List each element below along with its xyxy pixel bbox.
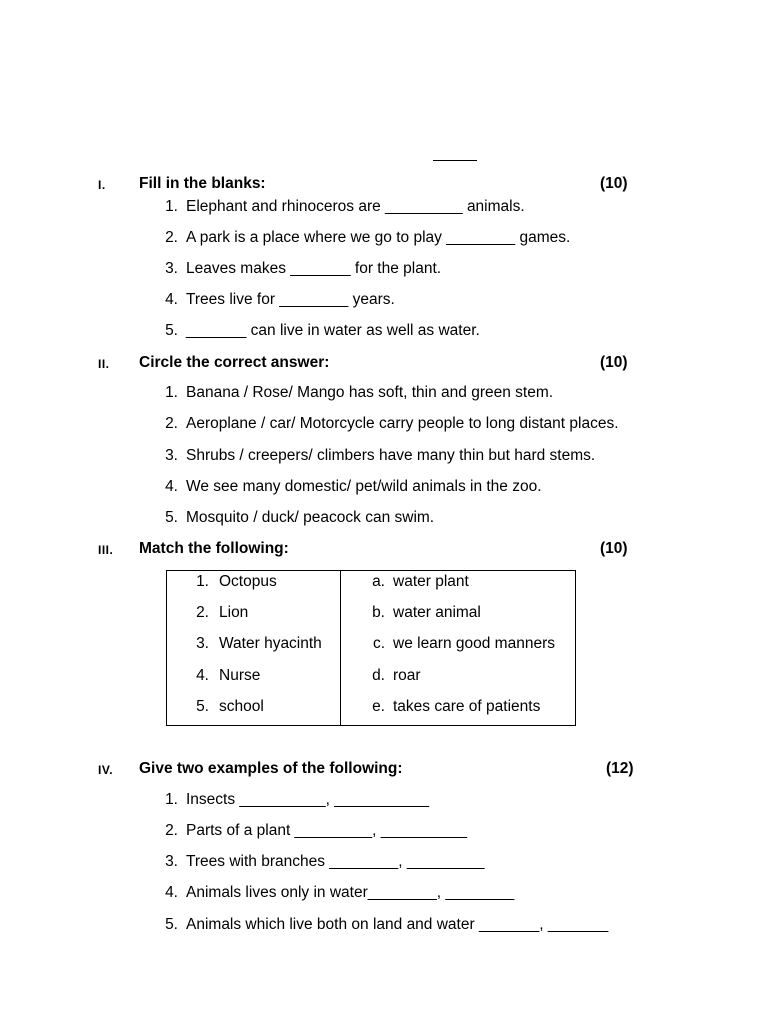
- question-number: 3.: [165, 853, 178, 870]
- header-blank-line: [433, 160, 477, 161]
- left-number: 1.: [196, 573, 209, 590]
- question-item: [0, 884, 768, 906]
- question-item: [0, 415, 768, 437]
- question-number: 4.: [165, 291, 178, 308]
- question-text: Animals lives only in water________, ________: [186, 884, 515, 901]
- right-term: water animal: [393, 604, 481, 621]
- section-numeral: III.: [98, 543, 114, 557]
- question-number: 3.: [165, 260, 178, 277]
- section-marks: (10): [600, 354, 628, 371]
- question-item: [0, 322, 768, 344]
- question-number: 5.: [165, 322, 178, 339]
- question-number: 5.: [165, 916, 178, 933]
- question-item: [0, 229, 768, 251]
- question-item: [0, 791, 768, 813]
- left-number: 3.: [196, 635, 209, 652]
- right-term: water plant: [393, 573, 469, 590]
- match-row: [167, 604, 575, 626]
- section-title: Give two examples of the following:: [139, 760, 403, 777]
- question-item: [0, 822, 768, 844]
- question-item: [0, 853, 768, 875]
- match-row: [167, 573, 575, 595]
- right-term: roar: [393, 667, 421, 684]
- question-text: We see many domestic/ pet/wild animals in the zoo.: [186, 478, 542, 495]
- section-1-heading: [0, 175, 768, 197]
- question-number: 2.: [165, 822, 178, 839]
- section-numeral: I.: [98, 178, 106, 192]
- question-number: 4.: [165, 478, 178, 495]
- left-term: Lion: [219, 604, 249, 621]
- question-number: 2.: [165, 415, 178, 432]
- question-text: Elephant and rhinoceros are _________ animals.: [186, 198, 525, 215]
- section-numeral: IV.: [98, 763, 114, 777]
- match-row: [167, 698, 575, 720]
- question-number: 3.: [165, 447, 178, 464]
- right-term: takes care of patients: [393, 698, 541, 715]
- section-marks: (10): [600, 175, 628, 192]
- left-term: Octopus: [219, 573, 277, 590]
- question-text: Parts of a plant _________, __________: [186, 822, 467, 839]
- question-text: Trees live for ________ years.: [186, 291, 395, 308]
- left-term: Water hyacinth: [219, 635, 322, 652]
- question-text: Aeroplane / car/ Motorcycle carry people to long distant places.: [186, 415, 619, 432]
- right-letter: b.: [372, 604, 385, 621]
- question-item: [0, 916, 768, 938]
- question-number: 1.: [165, 198, 178, 215]
- section-marks: (10): [600, 540, 628, 557]
- question-number: 5.: [165, 509, 178, 526]
- question-item: [0, 509, 768, 531]
- left-number: 5.: [196, 698, 209, 715]
- question-text: Banana / Rose/ Mango has soft, thin and green stem.: [186, 384, 554, 401]
- question-item: [0, 198, 768, 220]
- section-numeral: II.: [98, 357, 110, 371]
- question-text: Trees with branches ________, _________: [186, 853, 485, 870]
- left-number: 4.: [196, 667, 209, 684]
- question-number: 1.: [165, 791, 178, 808]
- right-letter: e.: [372, 698, 385, 715]
- right-letter: a.: [372, 573, 385, 590]
- question-text: Insects __________, ___________: [186, 791, 430, 808]
- right-term: we learn good manners: [393, 635, 555, 652]
- section-4-heading: [0, 760, 768, 782]
- question-text: _______ can live in water as well as water.: [186, 322, 480, 339]
- left-number: 2.: [196, 604, 209, 621]
- section-title: Circle the correct answer:: [139, 354, 330, 371]
- question-number: 1.: [165, 384, 178, 401]
- match-row: [167, 635, 575, 657]
- match-table: [166, 570, 576, 726]
- question-number: 2.: [165, 229, 178, 246]
- question-text: A park is a place where we go to play ________ games.: [186, 229, 571, 246]
- section-2-heading: [0, 354, 768, 376]
- match-row: [167, 667, 575, 689]
- question-item: [0, 447, 768, 469]
- question-item: [0, 291, 768, 313]
- left-term: school: [219, 698, 264, 715]
- question-text: Shrubs / creepers/ climbers have many thin but hard stems.: [186, 447, 596, 464]
- section-title: Fill in the blanks:: [139, 175, 266, 192]
- question-item: [0, 384, 768, 406]
- right-letter: d.: [372, 667, 385, 684]
- left-term: Nurse: [219, 667, 261, 684]
- question-item: [0, 478, 768, 500]
- right-letter: c.: [372, 635, 385, 652]
- question-text: Mosquito / duck/ peacock can swim.: [186, 509, 435, 526]
- question-text: Leaves makes _______ for the plant.: [186, 260, 442, 277]
- question-item: [0, 260, 768, 282]
- question-number: 4.: [165, 884, 178, 901]
- question-text: Animals which live both on land and water _______, _______: [186, 916, 609, 933]
- section-title: Match the following:: [139, 540, 289, 557]
- section-3-heading: [0, 540, 768, 562]
- section-marks: (12): [606, 760, 634, 777]
